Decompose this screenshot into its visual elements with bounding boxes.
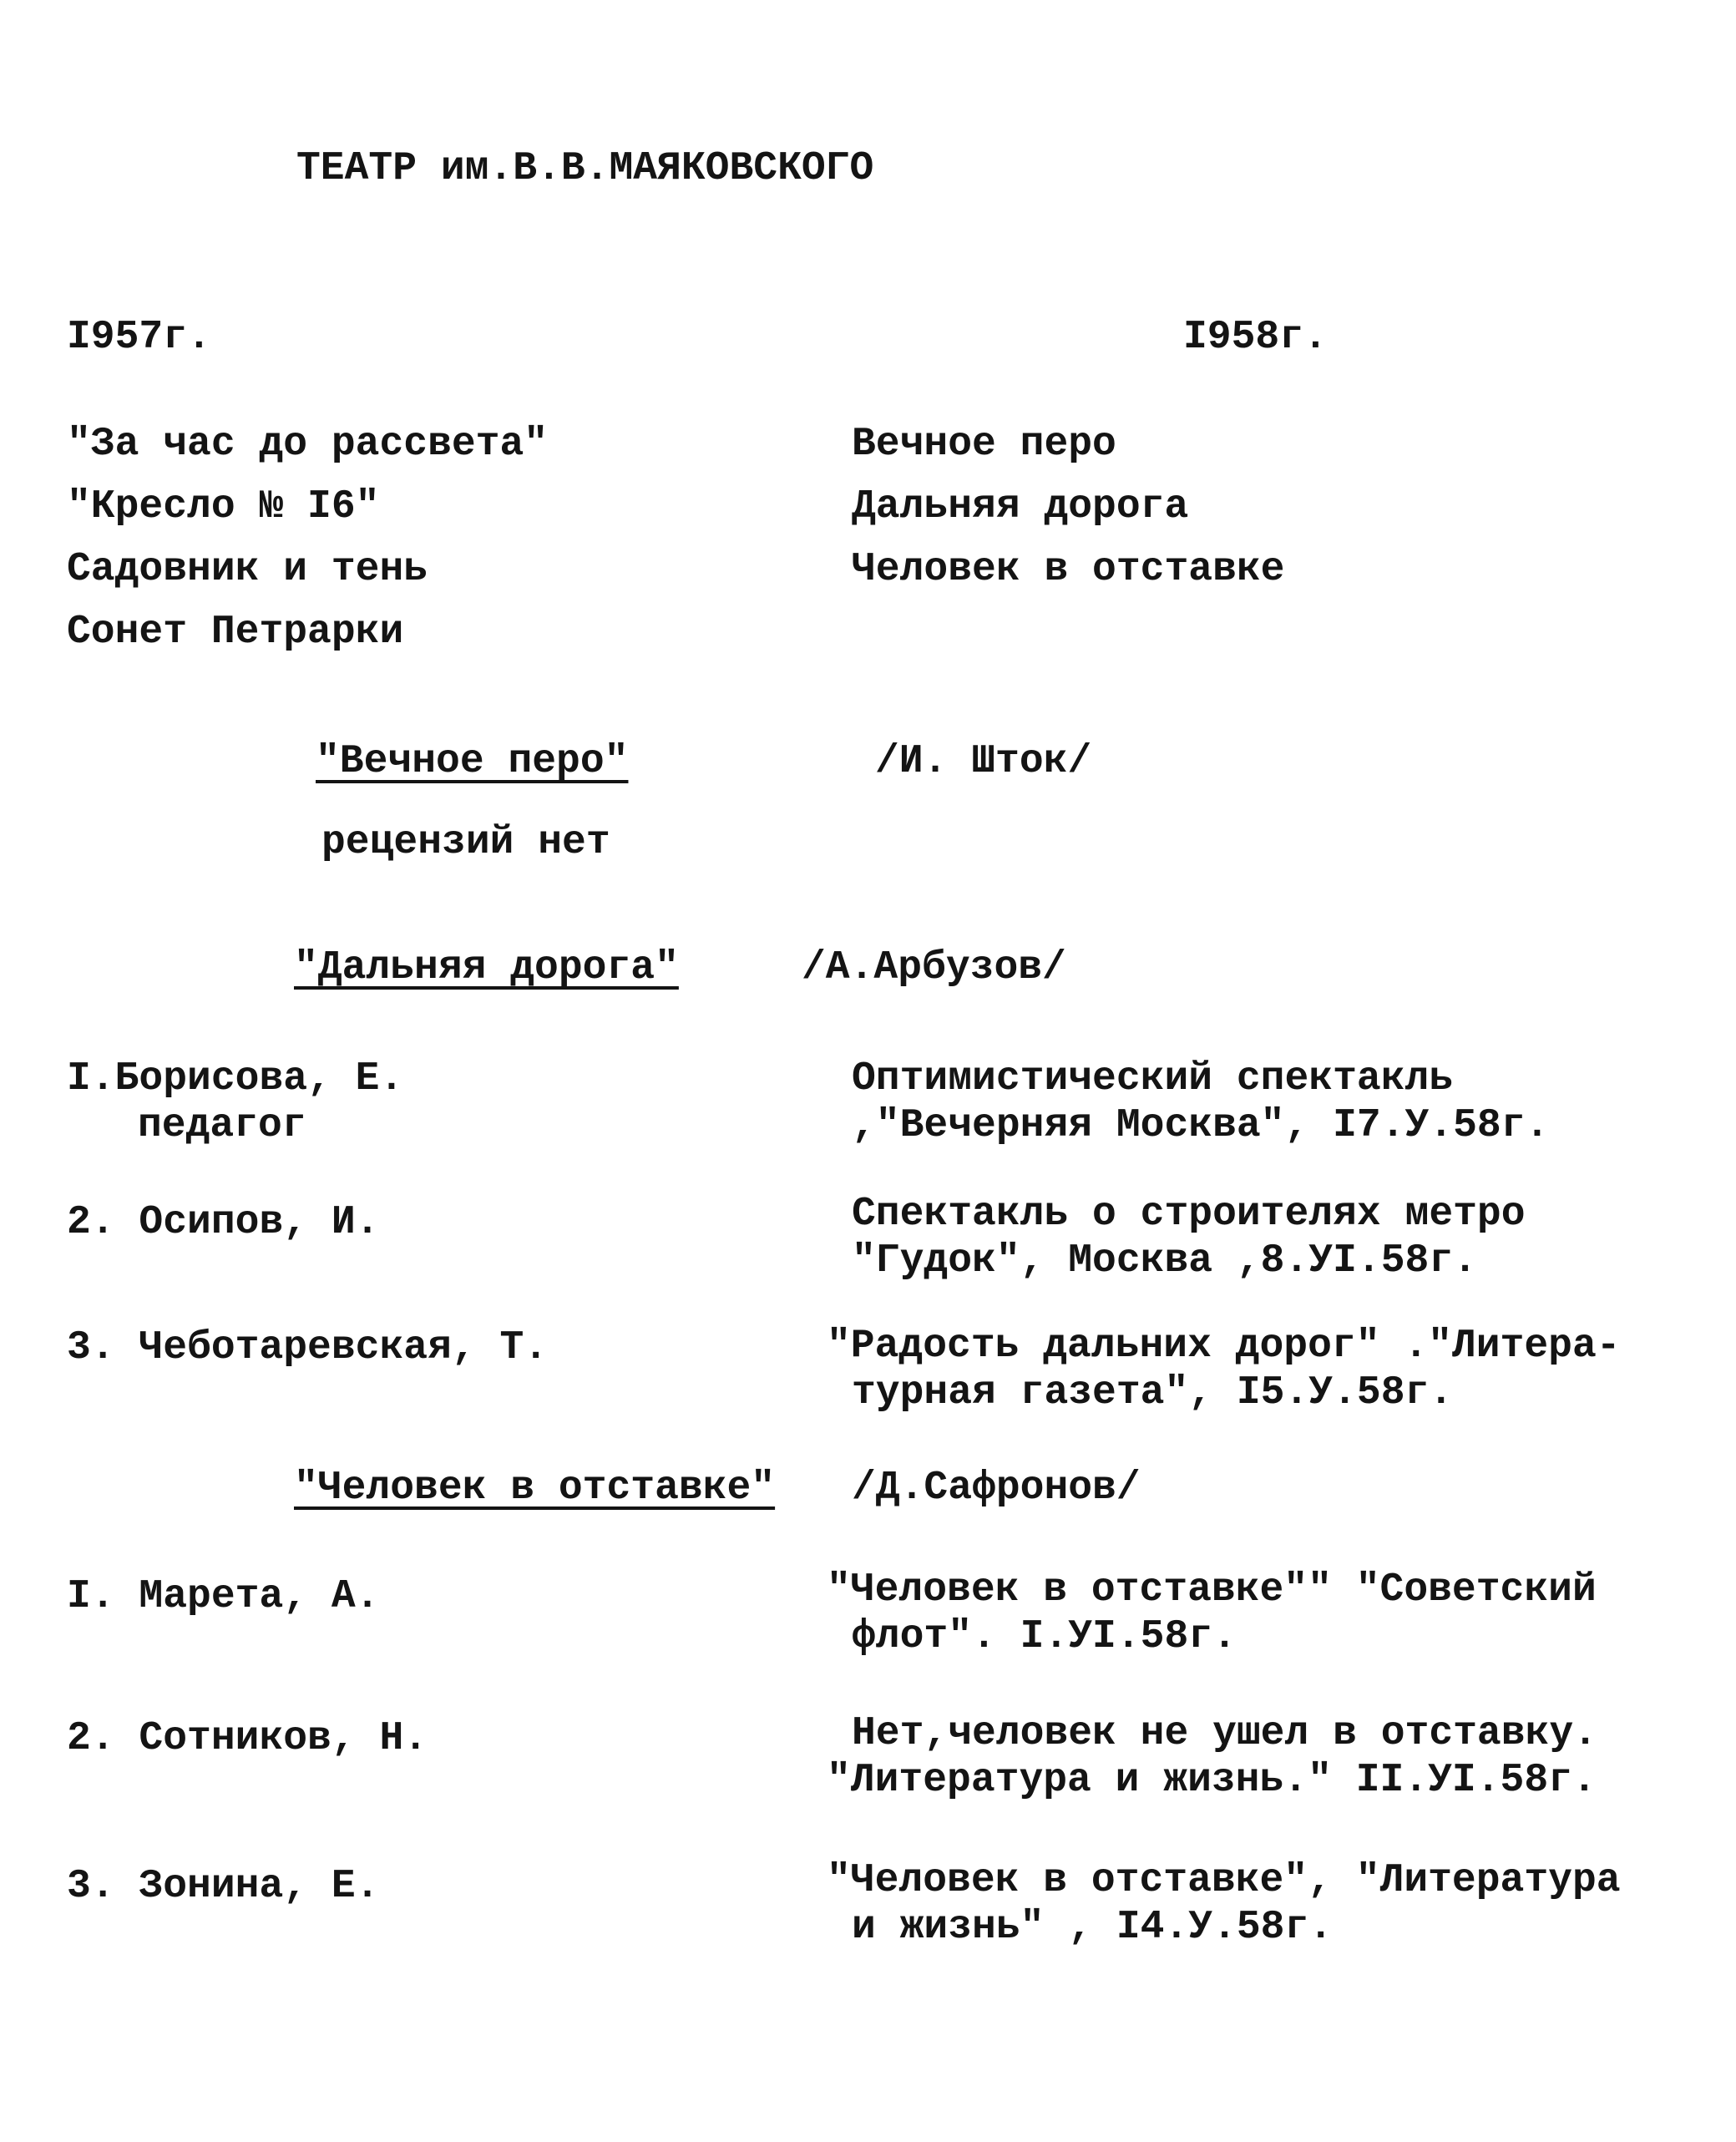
review-title: Нет,человек не ушел в отставку. [852,1711,1597,1756]
year-right: I958г. [1183,315,1328,360]
review-source: турная газета", I5.У.58г. [852,1370,1454,1415]
review-title: "Человек в отставке", "Литература [827,1858,1621,1903]
review-title: Спектакль о строителях метро [852,1192,1526,1237]
year-left: I957г. [67,315,211,360]
review-citation [852,1192,1526,1284]
no-reviews-note: рецензий нет [321,820,610,865]
repertoire-1958-item: Дальняя дорога [852,484,1189,529]
repertoire-1957-item: "Кресло № I6" [67,484,380,529]
review-citation [827,1711,1597,1803]
reviewer-occupation: педагог [138,1103,306,1148]
review-source: флот". I.УI.58г. [852,1614,1237,1659]
review-title: Оптимистический спектакль [852,1056,1454,1101]
play-author: /А.Арбузов/ [802,945,1066,990]
repertoire-1957-item: "За час до рассвета" [67,422,549,467]
review-title: "Человек в отставке"" "Советский [827,1567,1597,1613]
play-heading-chelovek-v-otstavke: "Человек в отставке" [294,1466,776,1511]
play-heading-vechnoe-pero: "Вечное перо" [316,739,629,784]
review-source: "Гудок", Москва ,8.УI.58г. [852,1238,1477,1284]
reviewer-name: 3. Зонина, Е. [67,1864,380,1909]
review-source: и жизнь" , I4.У.58г. [852,1905,1334,1950]
review-title: "Радость дальних дорог" ."Литера- [827,1324,1621,1369]
repertoire-1957-item: Сонет Петрарки [67,610,404,655]
theater-title: ТЕАТР им.В.В.МАЯКОВСКОГО [296,146,874,191]
review-citation [827,1567,1597,1659]
reviewer-name: 3. Чеботаревская, Т. [67,1325,549,1370]
review-citation [827,1326,1621,1413]
reviewer-name: 2. Сотников, Н. [67,1716,428,1761]
play-author: /И. Шток/ [875,739,1092,784]
review-source: "Литература и жизнь." II.УI.58г. [827,1758,1597,1803]
repertoire-1958-item: Человек в отставке [852,547,1285,592]
play-author: /Д.Сафронов/ [852,1466,1141,1511]
review-citation [852,1056,1550,1148]
repertoire-1957-item: Садовник и тень [67,547,428,592]
review-citation [827,1858,1621,1950]
reviewer-name: I. Марета, А. [67,1574,380,1619]
repertoire-1958-item: Вечное перо [852,422,1116,467]
reviewer-name: I.Борисова, Е. [67,1056,404,1101]
play-heading-dalnyaya-doroga: "Дальняя дорога" [294,945,679,990]
reviewer-name: 2. Осипов, И. [67,1200,380,1245]
review-source: ,"Вечерняя Москва", I7.У.58г. [852,1103,1550,1148]
reviewer-entry [67,1056,404,1148]
